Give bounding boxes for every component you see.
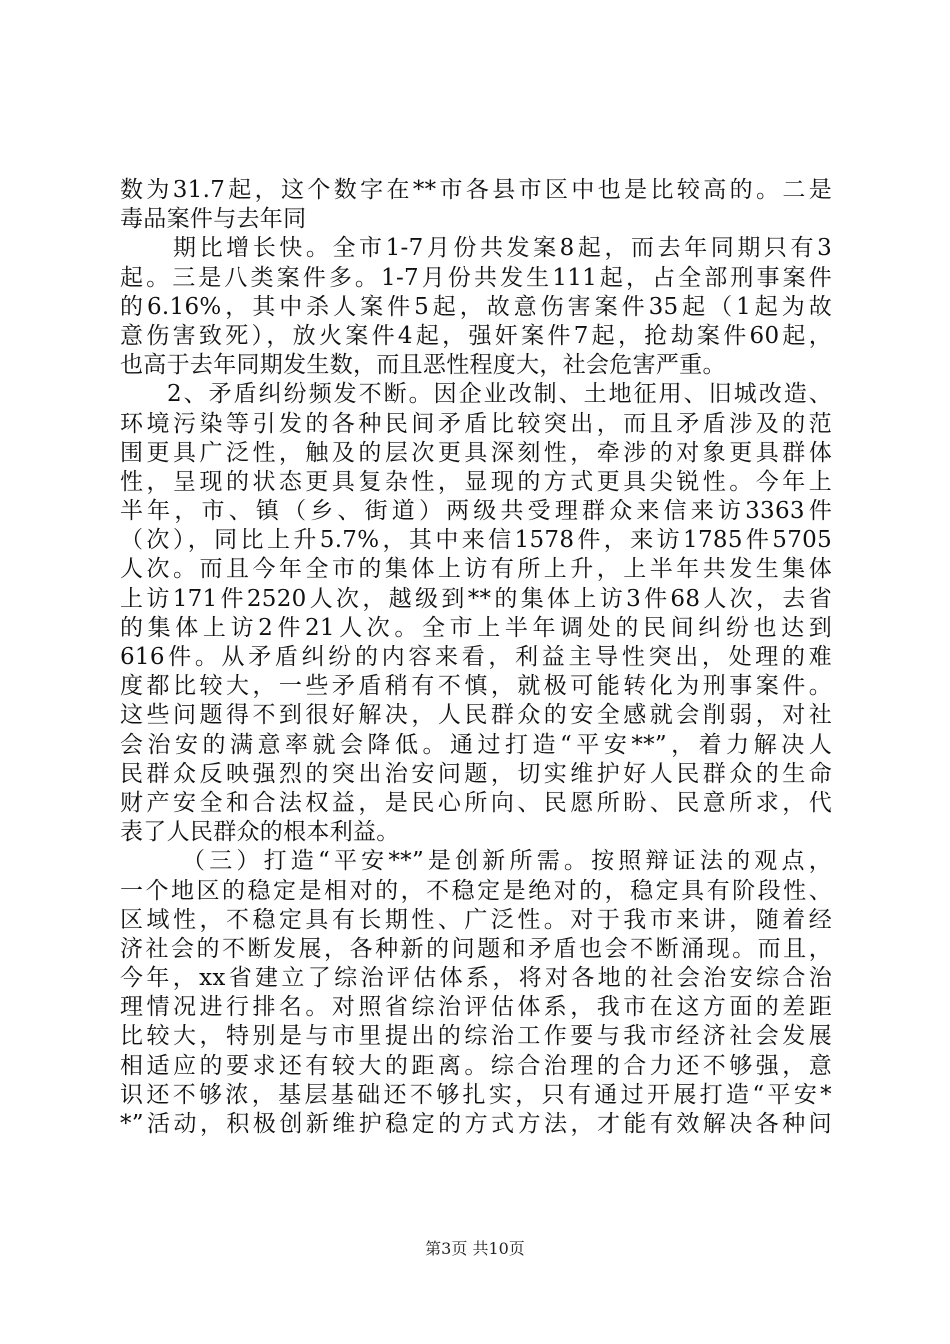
text-line: 性，呈现的状态更具复杂性，显现的方式更具尖锐性。今年上 (120, 468, 832, 495)
text-line: 表了人民群众的根本利益。 (120, 819, 400, 846)
text-line: 这些问题得不到很好解决，人民群众的安全感就会削弱，对社 (120, 702, 832, 729)
text-line: 民群众反映强烈的突出治安问题，切实维护好人民群众的生命 (120, 760, 832, 787)
text-line: 起。三是八类案件多。1-7月份共发生111起，占全部刑事案件 (120, 264, 832, 291)
text-line: 济社会的不断发展，各种新的问题和矛盾也会不断涌现。而且， (120, 935, 832, 962)
text-line: 今年，xx省建立了综治评估体系，将对各地的社会治安综合治 (120, 965, 832, 992)
text-line: 围更具广泛性，触及的层次更具深刻性，牵涉的对象更具群体 (120, 439, 832, 466)
text-line: 区域性，不稳定具有长期性、广泛性。对于我市来讲，随着经 (120, 906, 832, 933)
text-line: 会治安的满意率就会降低。通过打造“平安**”，着力解决人 (120, 731, 832, 758)
text-line: 也高于去年同期发生数，而且恶性程度大，社会危害严重。 (120, 352, 726, 379)
text-line: 上访171件2520人次，越级到**的集体上访3件68人次，去省 (120, 585, 832, 612)
text-line: *”活动，积极创新维护稳定的方式方法，才能有效解决各种问 (120, 1111, 832, 1137)
document-body (120, 176, 832, 1139)
text-line: 期比增长快。全市1-7月份共发案8起，而去年同期只有3 (173, 235, 832, 262)
text-line: 2、矛盾纠纷频发不断。因企业改制、土地征用、旧城改造、 (167, 381, 832, 408)
text-line: 相适应的要求还有较大的距离。综合治理的合力还不够强，意 (120, 1052, 832, 1079)
text-line: 616件。从矛盾纠纷的内容来看，利益主导性突出，处理的难 (120, 644, 832, 670)
text-line: 意伤害致死），放火案件4起，强奸案件7起，抢劫案件60起， (120, 322, 832, 349)
text-line: 财产安全和合法权益，是民心所向、民愿所盼、民意所求，代 (120, 789, 832, 816)
text-line: 毒品案件与去年同 (120, 206, 307, 233)
text-line: 一个地区的稳定是相对的，不稳定是绝对的，稳定具有阶段性、 (120, 877, 832, 904)
text-line: 识还不够浓，基层基础还不够扎实，只有通过开展打造“平安* (120, 1081, 832, 1108)
text-line: 的6.16%，其中杀人案件5起，故意伤害案件35起（1起为故 (120, 293, 832, 320)
text-line: （次），同比上升5.7%，其中来信1578件，来访1785件5705 (120, 527, 832, 554)
text-line: 半年，市、镇（乡、街道）两级共受理群众来信来访3363件 (120, 498, 832, 525)
text-line: 人次。而且今年全市的集体上访有所上升，上半年共发生集体 (120, 556, 832, 583)
text-line: 比较大，特别是与市里提出的综治工作要与我市经济社会发展 (120, 1023, 832, 1050)
page-footer: 第3页 共10页 (425, 1239, 525, 1258)
text-line: 理情况进行排名。对照省综治评估体系，我市在这方面的差距 (120, 994, 832, 1021)
text-line: （三）打造“平安**”是创新所需。按照辩证法的观点， (182, 848, 832, 875)
text-line: 环境污染等引发的各种民间矛盾比较突出，而且矛盾涉及的范 (120, 410, 832, 437)
text-line: 数为31.7起，这个数字在**市各县市区中也是比较高的。二是 (120, 177, 832, 203)
text-line: 度都比较大，一些矛盾稍有不慎，就极可能转化为刑事案件。 (120, 673, 832, 700)
text-line: 的集体上访2件21人次。全市上半年调处的民间纠纷也达到 (120, 614, 832, 641)
